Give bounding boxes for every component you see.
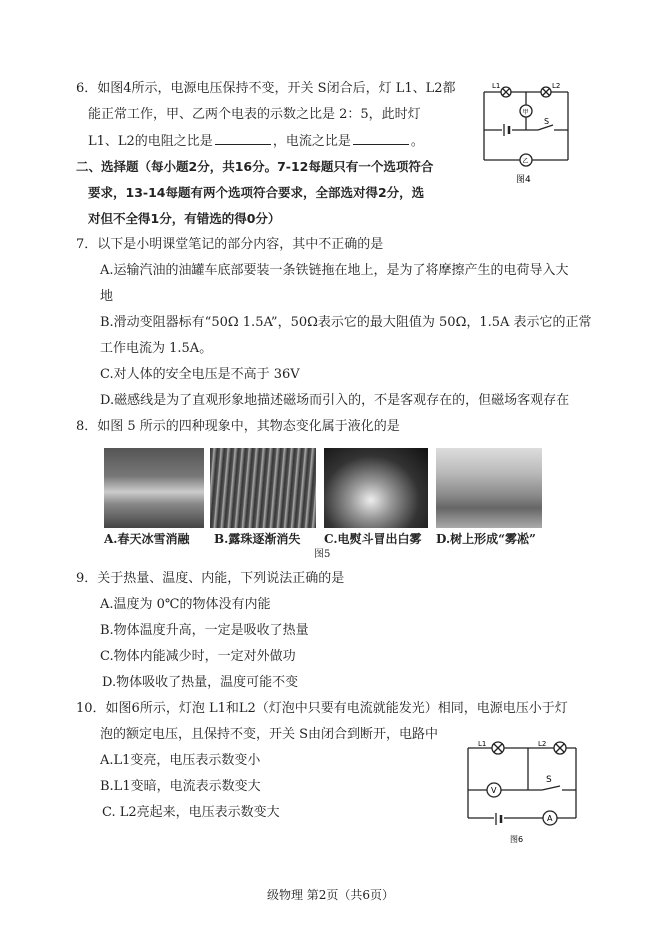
q10-option-c: C. L2亮起来，电压表示数变大 [102,805,280,820]
section-2-line1: 二、选择题（每小题2分，共16分。7-12每题只有一个选项符合 [76,159,434,174]
fig5-caption-a: A.春天冰雪消融 [104,532,190,546]
q6-line3-c: 。 [410,134,424,149]
section-2-line3: 对但不全得1分，有错选的得0分） [88,211,281,226]
q6-line3-b: ，电流之比是 [272,134,351,149]
q9-stem: 9．关于热量、温度、内能，下列说法正确的是 [76,571,345,586]
fig6-l1-label: L1 [478,740,487,748]
q10-option-b: B.L1变暗，电流表示数变大 [100,779,261,794]
q10-option-a: A.L1变亮，电压表示数变小 [100,753,261,768]
page-footer: 级物理 第2页（共6页） [266,888,395,902]
q7-option-d: D.磁感线是为了直观形象地描述磁场而引入的，不是客观存在的，但磁场客观存在 [100,393,570,408]
fig6-caption: 图6 [510,835,524,844]
q6-line3 [88,132,424,151]
q6-line3-a: L1、L2的电阻之比是 [88,134,213,149]
fig4-l1-label: L1 [492,82,501,90]
fig5-caption-b: B.露珠逐渐消失 [214,532,301,546]
fig5-caption-d: D.树上形成“雾凇” [436,532,536,546]
q6-line1: 6．如图4所示，电源电压保持不变，开关 S闭合后，灯 L1、L2都 [76,81,456,96]
fig4-yi-meter-label: 乙 [522,158,529,165]
fig6-voltmeter-label: V [491,786,497,795]
q10-line2: 泡的额定电压，且保持不变，开关 S由闭合到断开，电路中 [100,727,439,742]
q9-option-d: D.物体吸收了热量，温度可能不变 [102,675,299,690]
fig4-switch-label: S [544,117,550,126]
fig6-switch-label: S [546,775,552,785]
photo-a-ice-melting [104,448,204,528]
fig4-jia-meter-label: 甲 [522,109,529,116]
q7-option-a-line1: A.运输汽油的油罐车底部要装一条铁链拖在地上，是为了将摩擦产生的电荷导入大 [100,263,569,278]
fig4-caption: 图4 [516,175,531,185]
q7-option-c: C.对人体的安全电压是不高于 36V [100,367,300,382]
q10-line1: 10．如图6所示，灯泡 L1和L2（灯泡中只要有电流就能发光）相同，电源电压小于灯 [76,701,568,716]
photo-d-rime [436,448,542,528]
q7-option-b-line1: B.滑动变阻器标有“50Ω 1.5A”，50Ω表示它的最大阻值为 50Ω，1.5A 表示它的正常 [100,315,592,330]
photo-b-dew-disappearing [210,448,316,528]
q7-option-b-line2: 工作电流为 1.5A。 [100,341,213,356]
figure-6-circuit [458,732,586,848]
q9-option-a: A.温度为 0℃的物体没有内能 [100,597,271,612]
q9-option-b: B.物体温度升高，一定是吸收了热量 [100,623,309,638]
fig5-caption-c: C.电熨斗冒出白雾 [324,532,422,546]
answer-blank-2[interactable] [353,132,409,145]
q6-line2: 能正常工作，甲、乙两个电表的示数之比是 2：5，此时灯 [88,107,421,122]
figure-4-circuit [478,80,574,190]
photo-c-iron-steam [324,448,428,528]
fig4-l2-label: L2 [552,82,561,90]
fig5-label: 图5 [314,549,331,560]
q9-option-c: C.物体内能减少时，一定对外做功 [100,649,296,664]
answer-blank-1[interactable] [215,132,271,145]
fig6-ammeter-label: A [547,814,553,823]
q7-stem: 7．以下是小明课堂笔记的部分内容，其中不正确的是 [76,237,384,252]
q8-stem: 8．如图 5 所示的四种现象中，其物态变化属于液化的是 [76,419,400,434]
q7-option-a-line2: 地 [100,289,114,304]
fig6-l2-label: L2 [538,740,547,748]
section-2-line2: 要求，13-14每题有两个选项符合要求，全部选对得2分，选 [88,185,425,200]
